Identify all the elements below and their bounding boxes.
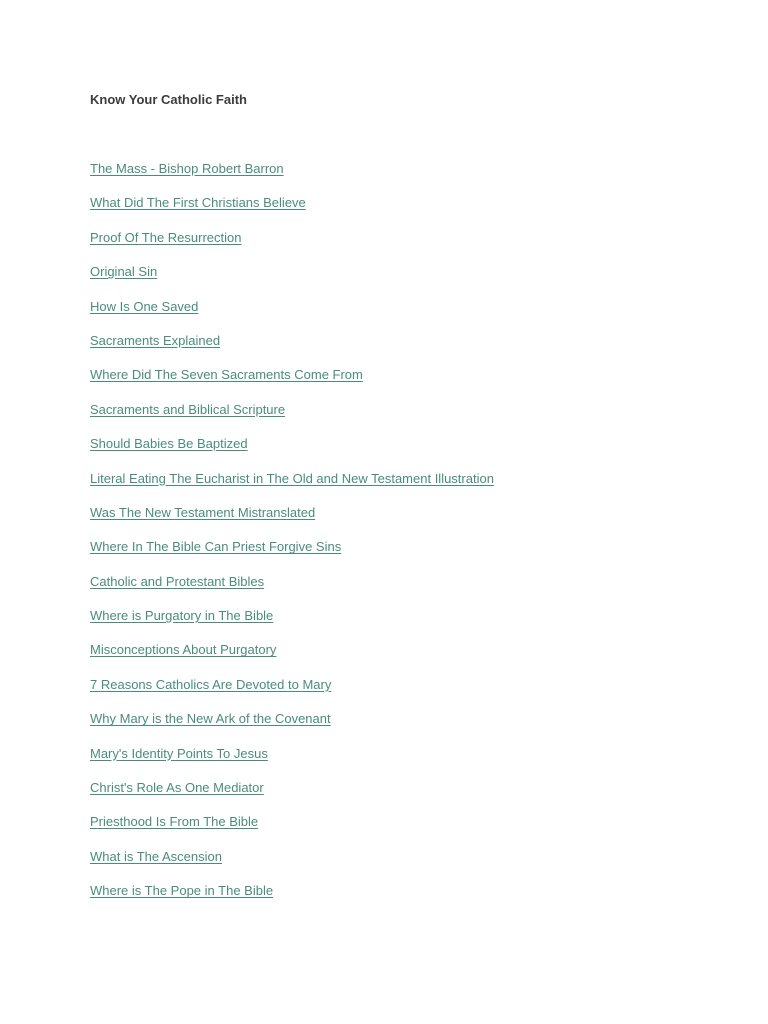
list-item (90, 470, 494, 504)
document-link[interactable]: Priesthood Is From The Bible (90, 814, 259, 830)
list-item (90, 366, 494, 400)
list-item (90, 263, 494, 297)
document-link[interactable]: Literal Eating The Eucharist in The Old and New Testament Illustration (90, 470, 494, 486)
list-item (90, 710, 494, 744)
document-link[interactable]: Sacraments Explained (90, 332, 221, 348)
document-link[interactable]: Catholic and Protestant Bibles (90, 573, 265, 589)
list-item (90, 194, 494, 228)
list-item (90, 813, 494, 847)
list-item (90, 538, 494, 572)
document-link[interactable]: Where Did The Seven Sacraments Come From (90, 367, 363, 383)
list-item (90, 332, 494, 366)
list-item (90, 298, 494, 332)
document-link[interactable]: Where is The Pope in The Bible (90, 883, 274, 899)
document-link[interactable]: How Is One Saved (90, 298, 199, 314)
list-item (90, 641, 494, 675)
document-link[interactable]: What is The Ascension (90, 848, 222, 864)
document-link[interactable]: Should Babies Be Baptized (90, 436, 248, 452)
link-list (90, 160, 494, 917)
list-item (90, 607, 494, 641)
list-item (90, 160, 494, 194)
document-link[interactable]: Misconceptions About Purgatory (90, 642, 277, 658)
page-title: Know Your Catholic Faith (90, 92, 247, 107)
document-link[interactable]: The Mass - Bishop Robert Barron (90, 161, 284, 176)
list-item (90, 882, 494, 916)
document-link[interactable]: Sacraments and Biblical Scripture (90, 401, 286, 417)
list-item (90, 435, 494, 469)
list-item (90, 229, 494, 263)
list-item (90, 848, 494, 882)
document-link[interactable]: Where In The Bible Can Priest Forgive Sins (90, 539, 342, 555)
document-link[interactable]: What Did The First Christians Believe (90, 195, 306, 211)
document-link[interactable]: Christ's Role As One Mediator (90, 780, 264, 796)
document-link[interactable]: Why Mary is the New Ark of the Covenant (90, 711, 331, 727)
document-link[interactable]: Proof Of The Resurrection (90, 229, 242, 245)
document-link[interactable]: 7 Reasons Catholics Are Devoted to Mary (90, 676, 332, 692)
list-item (90, 745, 494, 779)
list-item (90, 779, 494, 813)
list-item (90, 573, 494, 607)
document-link[interactable]: Was The New Testament Mistranslated (90, 504, 316, 520)
list-item (90, 504, 494, 538)
document-link[interactable]: Original Sin (90, 264, 158, 280)
document-link[interactable]: Where is Purgatory in The Bible (90, 608, 274, 624)
document-link[interactable]: Mary's Identity Points To Jesus (90, 745, 268, 761)
list-item (90, 676, 494, 710)
list-item (90, 401, 494, 435)
